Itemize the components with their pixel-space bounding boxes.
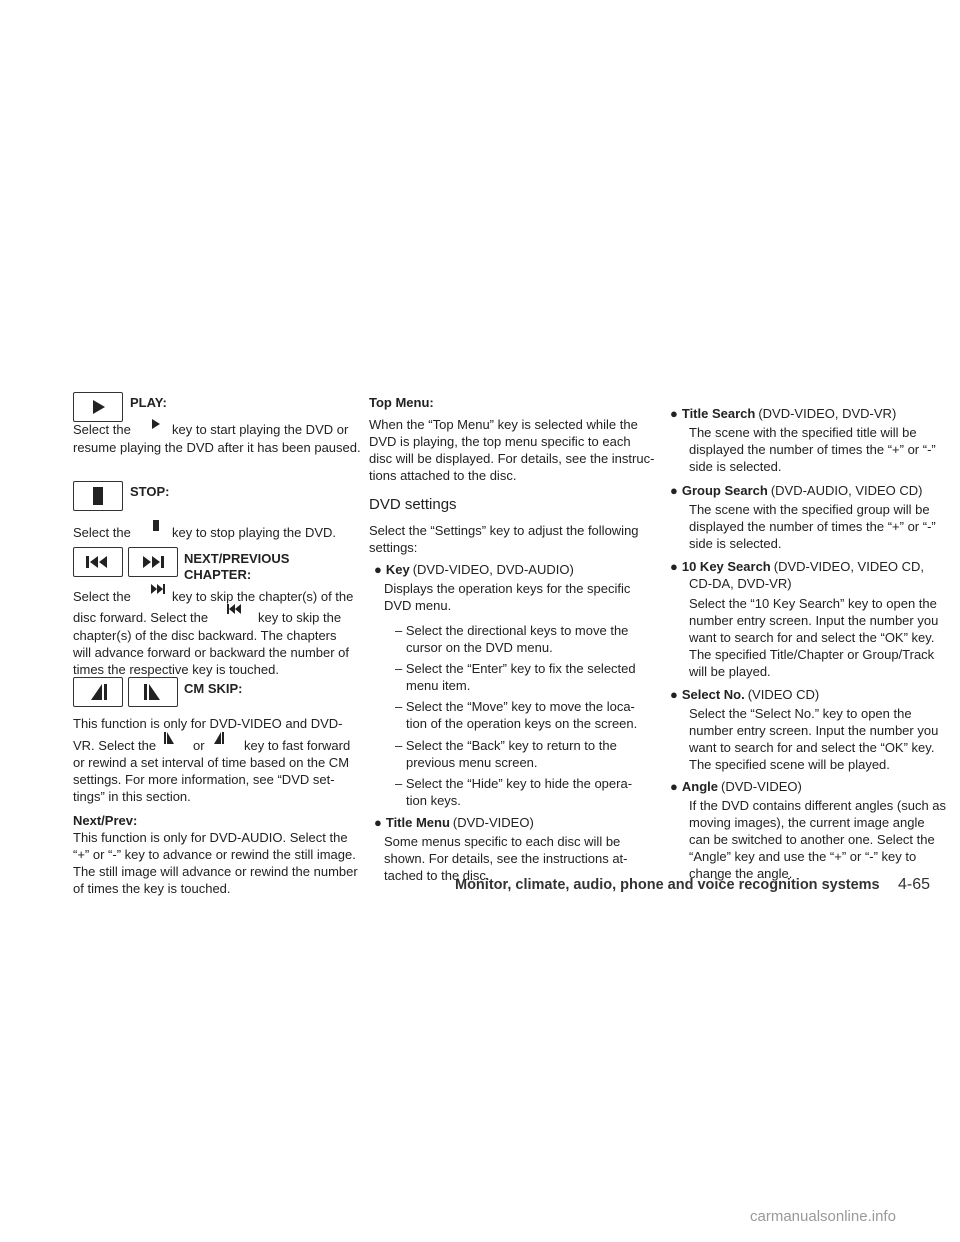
angle-line1: If the DVD contains different angles (such as: [689, 798, 947, 813]
select-no-line4: The specified scene will be played.: [689, 757, 890, 772]
cm-skip-line2-mid: or: [193, 738, 205, 753]
bullet-icon: ●: [374, 815, 382, 830]
cm-skip-line1: This function is only for DVD-VIDEO and DVD-: [73, 716, 343, 731]
skip-forward-inline-icon: [150, 583, 168, 595]
key-desc2: DVD menu.: [384, 598, 452, 613]
topmenu-line2: DVD is playing, the top menu specific to each: [369, 434, 631, 449]
watermark-text: carmanualsonline.info: [750, 1208, 896, 1225]
sub-item-5-l1: – Select the “Hide” key to hide the opera-: [395, 776, 633, 791]
sub-item-2-l1: – Select the “Enter” key to fix the selected: [395, 661, 636, 676]
title-search-line2: displayed the number of times the “+” or “-”: [689, 442, 936, 457]
sub-item-1-l1: – Select the directional keys to move the: [395, 623, 629, 638]
sub-item-3-l1: – Select the “Move” key to move the loca-: [395, 699, 635, 714]
angle-line2: moving images), the current image angle: [689, 815, 925, 830]
group-search-head: ● Group Search (DVD-AUDIO, VIDEO CD): [670, 483, 923, 498]
group-search-line2: displayed the number of times the “+” or “-”: [689, 519, 936, 534]
skip-back-inline-icon: [226, 603, 244, 615]
play-text-line2: resume playing the DVD after it has been paused.: [73, 440, 361, 455]
title-search-line1: The scene with the specified title will be: [689, 425, 917, 440]
stop-text-post: key to stop playing the DVD.: [172, 525, 337, 540]
chapter-text-line2-pre: disc forward. Select the: [73, 610, 209, 625]
play-inline-icon: [150, 418, 162, 430]
cm-skip-line5: tings” in this section.: [73, 789, 191, 804]
angle-head: ● Angle (DVD-VIDEO): [670, 779, 802, 794]
cm-skip-line4: settings. For more information, see “DVD set-: [73, 772, 335, 787]
nextprev-heading: Next/Prev:: [73, 813, 138, 828]
previous-chapter-key-button: [73, 547, 123, 577]
select-no-line1: Select the “Select No.” key to open the: [689, 706, 912, 721]
ten-key-line1: Select the “10 Key Search” key to open the: [689, 596, 937, 611]
cm-skip-line2-pre: VR. Select the: [73, 738, 157, 753]
cm-skip-line2-post: key to fast forward: [244, 738, 351, 753]
nextprev-line4: of times the key is touched.: [73, 881, 231, 896]
ten-key-search-paren2: CD-DA, DVD-VR): [689, 576, 792, 591]
dvd-settings-title: DVD settings: [369, 496, 457, 513]
bullet-icon: ●: [670, 779, 678, 794]
titlemenu-line2: shown. For details, see the instructions at-: [384, 851, 628, 866]
bullet-icon: ●: [670, 483, 678, 498]
angle-line4: “Angle” key and use the “+” or “-” key to: [689, 849, 917, 864]
ten-key-line2: number entry screen. Input the number you: [689, 613, 939, 628]
cm-back-inline-icon: [213, 731, 225, 745]
chapter-heading-line1: NEXT/PREVIOUS: [184, 551, 290, 566]
title-search-head: ● Title Search (DVD-VIDEO, DVD-VR): [670, 406, 897, 421]
nextprev-line2: “+” or “-” key to advance or rewind the still image.: [73, 847, 356, 862]
bullet-icon: ●: [670, 406, 678, 421]
angle-line3: can be switched to another one. Select the: [689, 832, 935, 847]
chapter-text-line3: chapter(s) of the disc backward. The chapters: [73, 628, 337, 643]
ten-key-line3: want to search for and select the “OK” key.: [689, 630, 935, 645]
skip-back-icon: [74, 548, 122, 576]
play-heading: PLAY:: [130, 395, 167, 410]
ten-key-line5: will be played.: [689, 664, 771, 679]
chapter-heading-line2: CHAPTER:: [184, 567, 252, 582]
group-search-line1: The scene with the specified group will be: [689, 502, 930, 517]
title-search-line3: side is selected.: [689, 459, 782, 474]
dvd-settings-intro2: settings:: [369, 540, 418, 555]
nextprev-line1: This function is only for DVD-AUDIO. Select the: [73, 830, 348, 845]
cm-forward-inline-icon: [163, 731, 175, 745]
key-desc1: Displays the operation keys for the specific: [384, 581, 631, 596]
sub-item-5-l2: tion keys.: [406, 793, 461, 808]
cm-skip-heading: CM SKIP:: [184, 681, 243, 696]
bullet-icon: ●: [670, 687, 678, 702]
stop-heading: STOP:: [130, 484, 170, 499]
titlemenu-line1: Some menus specific to each disc will be: [384, 834, 621, 849]
select-no-line3: want to search for and select the “OK” key.: [689, 740, 935, 755]
ten-key-line4: The specified Title/Chapter or Group/Track: [689, 647, 935, 662]
stop-text-pre: Select the: [73, 525, 131, 540]
stop-inline-icon: [151, 519, 161, 533]
next-chapter-key-button: [128, 547, 178, 577]
cm-skip-forward-icon: [129, 678, 177, 706]
select-no-head: ● Select No. (VIDEO CD): [670, 687, 820, 702]
group-search-line3: side is selected.: [689, 536, 782, 551]
topmenu-line4: tions attached to the disc.: [369, 468, 517, 483]
chapter-text-pre: Select the: [73, 589, 131, 604]
nextprev-line3: The still image will advance or rewind the number: [73, 864, 358, 879]
angle-line5: change the angle.: [689, 866, 793, 881]
chapter-text-line5: times the respective key is touched.: [73, 662, 279, 677]
sub-item-4-l1: – Select the “Back” key to return to the: [395, 738, 617, 753]
cm-skip-forward-key-button: [128, 677, 178, 707]
titlemenu-item-head: ● Title Menu (DVD-VIDEO): [374, 815, 534, 830]
cm-skip-back-key-button: [73, 677, 123, 707]
play-icon: [74, 393, 122, 421]
ten-key-search-head: ● 10 Key Search (DVD-VIDEO, VIDEO CD,: [670, 559, 925, 574]
stop-key-button: [73, 481, 123, 511]
sub-item-1-l2: cursor on the DVD menu.: [406, 640, 553, 655]
chapter-text-line2-post: key to skip the: [258, 610, 342, 625]
topmenu-line3: disc will be displayed. For details, see the instruc-: [369, 451, 655, 466]
chapter-text-post: key to skip the chapter(s) of the: [172, 589, 354, 604]
chapter-text-line4: will advance forward or backward the number of: [73, 645, 350, 660]
bullet-icon: ●: [670, 559, 678, 574]
footer-page-number: 4-65: [898, 876, 931, 893]
sub-item-2-l2: menu item.: [406, 678, 471, 693]
skip-forward-icon: [129, 548, 177, 576]
cm-skip-back-icon: [74, 678, 122, 706]
key-item-head: ● Key (DVD-VIDEO, DVD-AUDIO): [374, 562, 574, 577]
bullet-icon: ●: [374, 562, 382, 577]
play-key-button: [73, 392, 123, 422]
titlemenu-line3: tached to the disc.: [384, 868, 490, 883]
cm-skip-line3: or rewind a set interval of time based on the CM: [73, 755, 350, 770]
stop-icon: [74, 482, 122, 510]
footer-section-title: Monitor, climate, audio, phone and voice recognition systems: [455, 877, 880, 893]
sub-item-4-l2: previous menu screen.: [406, 755, 538, 770]
topmenu-line1: When the “Top Menu” key is selected while the: [369, 417, 638, 432]
sub-item-3-l2: tion of the operation keys on the screen.: [406, 716, 638, 731]
select-no-line2: number entry screen. Input the number you: [689, 723, 939, 738]
topmenu-heading: Top Menu:: [369, 395, 434, 410]
play-text-line1: Select the: [73, 422, 131, 437]
play-text-line1-post: key to start playing the DVD or: [172, 422, 349, 437]
dvd-settings-intro1: Select the “Settings” key to adjust the following: [369, 523, 639, 538]
